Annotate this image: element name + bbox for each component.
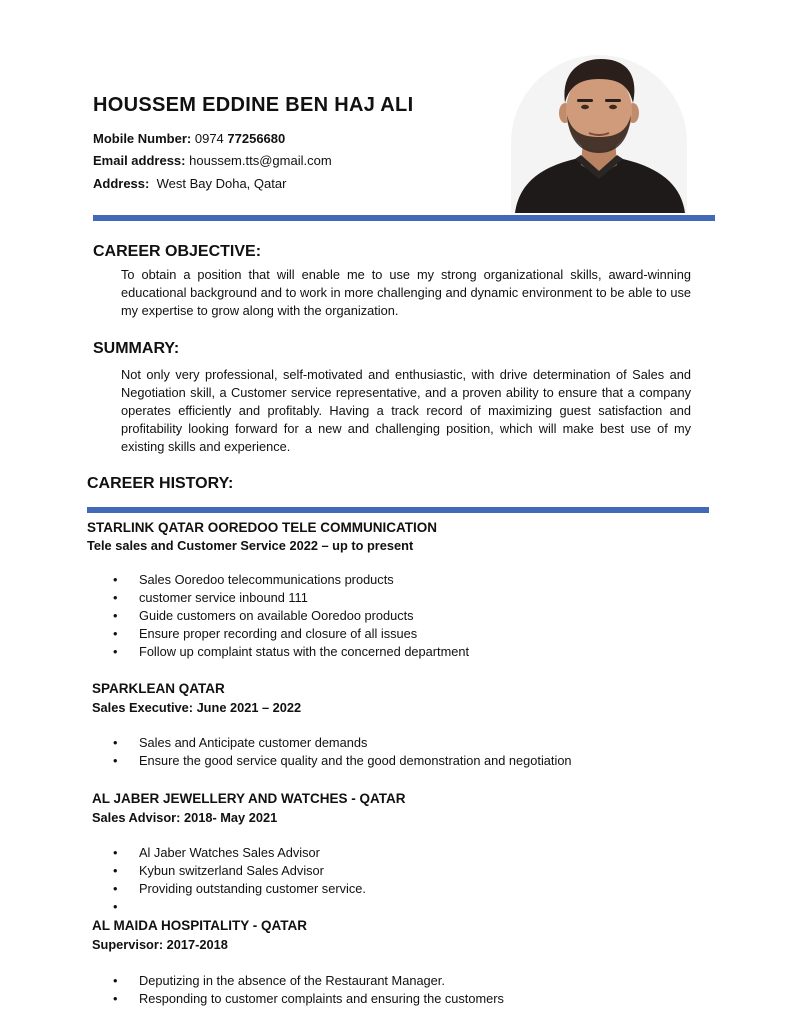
job-role: Supervisor: 2017-2018 (92, 937, 228, 952)
list-item: • Kybun switzerland Sales Advisor (113, 862, 366, 880)
job-duties-list (113, 571, 469, 661)
mobile-prefix: 0974 (194, 131, 224, 146)
list-item (113, 898, 366, 916)
candidate-name: HOUSSEM EDDINE BEN HAJ ALI (93, 94, 414, 116)
address-label: Address: (93, 176, 150, 191)
summary-heading: SUMMARY: (93, 340, 180, 357)
email-value: houssem.tts@gmail.com (189, 153, 332, 168)
list-item: • Sales and Anticipate customer demands (113, 734, 572, 752)
list-item: • Follow up complaint status with the concerned department (113, 643, 469, 661)
job-role: Sales Executive: June 2021 – 2022 (92, 700, 302, 715)
job-role: Tele sales and Customer Service 2022 – up to present (87, 538, 414, 553)
address-value: West Bay Doha, Qatar (156, 176, 287, 191)
list-item: • Ensure proper recording and closure of all issues (113, 625, 469, 643)
job-duties-list (113, 972, 504, 1008)
list-item: • customer service inbound 111 (113, 589, 469, 607)
job-role: Sales Advisor: 2018- May 2021 (92, 810, 278, 825)
job-duties-list (113, 844, 366, 916)
job-company: AL MAIDA HOSPITALITY - QATAR (92, 918, 307, 933)
job-duties-list (113, 734, 572, 770)
email-line (93, 153, 332, 168)
summary-text: Not only very professional, self-motivated and enthusiastic, with drive determination of Sales and Negotiation skill, a Customer service representative, and a proven ability to ensure that a company operates efficiently and profitably. Having a track record of maximizing guest satisfaction and profitability looking forward for a new and challenging position, which will make best use of my existing skills and experience. (121, 367, 691, 454)
job-company: STARLINK QATAR OOREDOO TELE COMMUNICATION (87, 520, 437, 535)
address-line (93, 176, 286, 191)
job-company: SPARKLEAN QATAR (92, 681, 225, 696)
mobile-line (93, 131, 285, 146)
mobile-number: 77256680 (227, 131, 286, 146)
list-item: • Guide customers on available Ooredoo products (113, 607, 469, 625)
list-item: • Ensure the good service quality and the good demonstration and negotiation (113, 752, 572, 770)
career-divider (87, 507, 709, 513)
list-item: • Sales Ooredoo telecommunications products (113, 571, 469, 589)
objective-heading: CAREER OBJECTIVE: (93, 243, 262, 260)
profile-photo (511, 55, 687, 213)
email-label: Email address: (93, 153, 186, 168)
header-divider (93, 215, 715, 221)
list-item: • Al Jaber Watches Sales Advisor (113, 844, 366, 862)
career-heading: CAREER HISTORY: (87, 475, 234, 492)
job-company: AL JABER JEWELLERY AND WATCHES - QATAR (92, 791, 406, 806)
objective-text: To obtain a position that will enable me to use my strong organizational skills, award-winning educational background and to work in more challenging and dynamic environment to be able to use my expertise to grow along with the organization. (121, 267, 691, 318)
mobile-label: Mobile Number: (93, 131, 192, 146)
list-item: • Deputizing in the absence of the Restaurant Manager. (113, 972, 504, 990)
list-item: • Responding to customer complaints and ensuring the customers (113, 990, 504, 1008)
list-item: • Providing outstanding customer service. (113, 880, 366, 898)
